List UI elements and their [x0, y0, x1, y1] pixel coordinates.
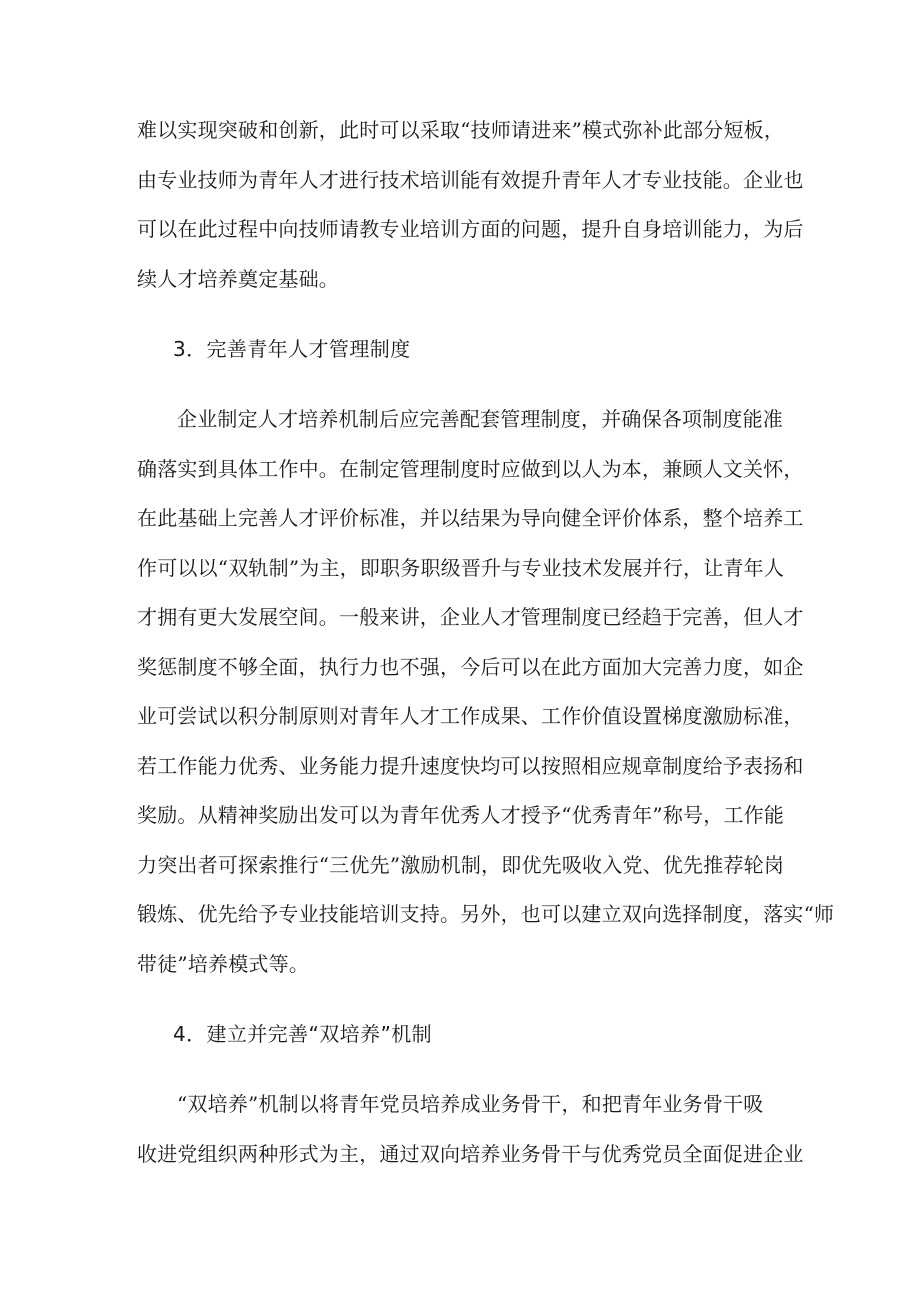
section-heading-4: 4．建立并完善“双培养”机制 [173, 1022, 433, 1046]
paragraph-1-line-4: 续人才培养奠定基础。 [137, 267, 339, 291]
paragraph-2-line-11: 锻炼、优先给予专业技能培训支持。另外，也可以建立双向选择制度，落实“师 [137, 902, 835, 926]
paragraph-1-line-2: 由专业技师为青年人才进行技术培训能有效提升青年人才专业技能。企业也 [137, 168, 804, 192]
paragraph-2-line-5: 才拥有更大发展空间。一般来讲，企业人才管理制度已经趋于完善，但人才 [137, 605, 804, 629]
paragraph-2-line-1: 企业制定人才培养机制后应完善配套管理制度，并确保各项制度能准 [177, 407, 783, 431]
paragraph-2-line-10: 力突出者可探索推行“三优先”激励机制，即优先吸收入党、优先推荐轮岗 [137, 853, 785, 877]
paragraph-2-line-4: 作可以以“双轨制”为主，即职务职级晋升与专业技术发展并行，让青年人 [137, 556, 785, 580]
section-heading-3: 3．完善青年人才管理制度 [173, 337, 411, 361]
paragraph-1-line-1: 难以实现突破和创新，此时可以采取“技师请进来”模式弥补此部分短板， [137, 118, 785, 142]
paragraph-2-line-3: 在此基础上完善人才评价标准，并以结果为导向健全评价体系，整个培养工 [137, 506, 804, 530]
paragraph-3-line-1: “双培养”机制以将青年党员培养成业务骨干，和把青年业务骨干吸 [177, 1092, 764, 1116]
paragraph-2-line-8: 若工作能力优秀、业务能力提升速度快均可以按照相应规章制度给予表扬和 [137, 754, 804, 778]
paragraph-2-line-9: 奖励。从精神奖励出发可以为青年优秀人才授予“优秀青年”称号，工作能 [137, 803, 785, 827]
paragraph-2-line-6: 奖惩制度不够全面，执行力也不强，今后可以在此方面加大完善力度，如企 [137, 655, 804, 679]
paragraph-3-line-2: 收进党组织两种形式为主，通过双向培养业务骨干与优秀党员全面促进企业 [137, 1142, 804, 1166]
paragraph-2-line-12: 带徒”培养模式等。 [137, 952, 310, 976]
paragraph-1-line-3: 可以在此过程中向技师请教专业培训方面的问题，提升自身培训能力，为后 [137, 217, 804, 241]
paragraph-2-line-7: 业可尝试以积分制原则对青年人才工作成果、工作价值设置梯度激励标准， [137, 704, 804, 728]
paragraph-2-line-2: 确落实到具体工作中。在制定管理制度时应做到以人为本，兼顾人文关怀， [137, 457, 804, 481]
